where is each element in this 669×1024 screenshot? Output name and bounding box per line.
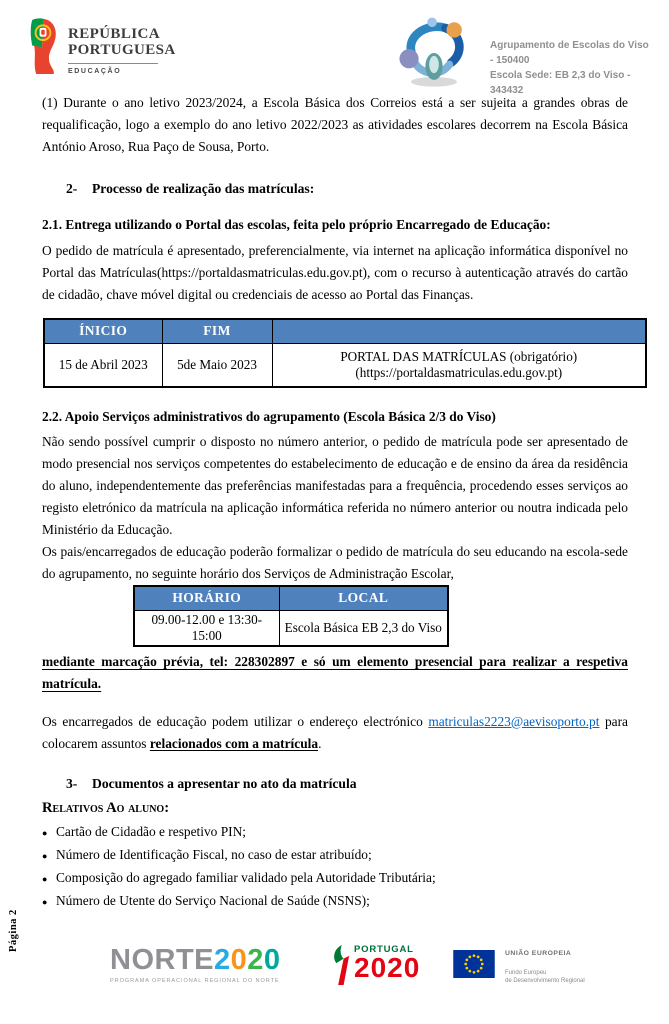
gov-divider (68, 63, 158, 64)
blank-header (272, 319, 646, 343)
republica-portuguesa-logo (28, 18, 176, 75)
email-paragraph-before: Os encarregados de educação podem utilizar o endereço electrónico (42, 713, 429, 729)
fim-header: FIM (162, 319, 272, 343)
section-2-1-heading: 2.1. Entrega utilizando o Portal das escolas, feita pelo próprio Encarregado de Educação: (42, 217, 551, 232)
bullet-icon: ● (42, 850, 48, 861)
email-paragraph-after: . (318, 735, 322, 751)
local-value: Escola Básica EB 2,3 do Viso (279, 610, 448, 646)
horario-value: 09.00-12.00 e 13:30-15:00 (134, 610, 279, 646)
school-name-code: Agrupamento de Escolas do Viso - 150400 (490, 40, 649, 66)
horario-header: HORÁRIO (134, 586, 279, 610)
portal-url: (https://portaldasmatriculas.edu.gov.pt) (355, 364, 563, 380)
student-documents-list (42, 821, 628, 913)
bullet-icon: ● (42, 896, 48, 907)
norte-logo-name: NORTE (110, 944, 214, 976)
bullet-icon: ● (42, 873, 48, 884)
school-logo-icon (386, 14, 482, 92)
section-3-title: Documentos a apresentar no ato da matrícula (92, 775, 357, 791)
section-2-2-heading: 2.2. Apoio Serviços administrativos do agrupamento (Escola Básica 2/3 do Viso) (42, 409, 496, 424)
list-item (42, 867, 628, 890)
portugal-logo-year: 2020 (354, 952, 421, 983)
table-header-row (134, 586, 448, 610)
portal-name: PORTAL DAS MATRÍCULAS (obrigatório) (340, 348, 578, 364)
inicio-value: 15 de Abril 2023 (44, 343, 162, 387)
inicio-header: ÍNICIO (44, 319, 162, 343)
portugal-2020-logo (330, 944, 420, 986)
email-paragraph-middle: para colocarem assuntos (42, 713, 628, 751)
section-3-number: 3- (66, 775, 78, 791)
page-header (28, 16, 653, 96)
enrollment-period-table (43, 318, 647, 388)
email-paragraph (42, 711, 628, 755)
gov-name-line1: REPÚBLICA (68, 26, 160, 42)
fim-value: 5de Maio 2023 (162, 343, 272, 387)
section-3-heading (42, 773, 645, 795)
section-2-2-paragraph-1: Não sendo possível cumprir o disposto no número anterior, o pedido de matrícula pode ser apresentado de modo presencial nos serviços competentes do estabelecimento de educação e de ensino da área da residência do aluno, independentemente das preferências manifestadas para a frequência, procedendo esses serviços ao registo eletrónico da matrícula na aplicação informática referida no número anterior ou noutra indicada pelo Ministério da Educação. (42, 434, 628, 537)
school-seat-code: Escola Sede: EB 2,3 do Viso - 343432 (490, 70, 631, 96)
email-link[interactable]: matriculas2223@aevisoporto.pt (428, 713, 600, 729)
uniao-europeia-logo (453, 950, 585, 985)
eu-fund-line1: Fundo Europeu (505, 970, 547, 976)
bullet-icon: ● (42, 827, 48, 838)
list-item-text: Cartão de Cidadão e respetivo PIN; (56, 823, 247, 839)
section-2-heading (42, 178, 645, 200)
section-2-title: Processo de realização das matrículas: (92, 181, 315, 196)
email-paragraph-emphasis: relacionados com a matrícula (149, 735, 319, 751)
eu-flag-icon (453, 950, 495, 978)
table-row (134, 610, 448, 646)
document-body (42, 90, 645, 913)
portal-value (272, 343, 646, 387)
norte-2020-logo: NORTE2020 PROGRAMA OPERACIONAL REGIONAL DO NORTE (110, 944, 281, 984)
section-2-2-paragraph-2: Os pais/encarregados de educação poderão formalizar o pedido de matrícula do seu educando na escola-sede do agrupamento, no seguinte horário dos Serviços de Administração Escolar, (42, 544, 628, 581)
list-item-text: Número de Utente do Serviço Nacional de Saúde (NSNS); (56, 892, 370, 908)
gov-name-line2: PORTUGUESA (68, 42, 176, 58)
list-item (42, 821, 628, 844)
norte-logo-subtitle: PROGRAMA OPERACIONAL REGIONAL DO NORTE (110, 978, 280, 984)
gov-department: EDUCAÇÃO (68, 68, 122, 75)
school-identification (490, 38, 653, 98)
note-paragraph: (1) Durante o ano letivo 2023/2024, a Escola Básica dos Correios está a ser sujeita a grandes obras de requalificação, logo a exemplo do ano letivo 2022/2023 as atividades escolares decorrem na Escola Básica António Aroso, Rua Paço de Sousa, Porto. (42, 95, 628, 154)
table-row (44, 343, 646, 387)
portugal-logo-name: PORTUGAL (354, 944, 414, 955)
list-item (42, 890, 628, 913)
appointment-notice: mediante marcação prévia, tel: 228302897 e só um elemento presencial para realizar a respetiva matrícula. (42, 653, 628, 691)
list-item-text: Composição do agregado familiar validado pela Autoridade Tributária; (56, 869, 436, 885)
section-2-number: 2- (66, 181, 78, 196)
list-item (42, 844, 628, 867)
table-header-row (44, 319, 646, 343)
section-2-1-paragraph: O pedido de matrícula é apresentado, preferencialmente, via internet na aplicação informática disponível no Portal das Matrículas(https://portaldasmatriculas.edu.gov.pt), com o recurso à autenticação através do cartão de cidadão, chave móvel digital ou credenciais de acesso ao Portal das Finanças. (42, 243, 628, 302)
relativos-ao-aluno-label: Relativos Ao aluno: (42, 799, 170, 816)
page-number: Página 2 (8, 909, 19, 952)
portuguese-flag-emblem-icon (28, 18, 58, 75)
portugal-2020-ribbon-icon (330, 944, 350, 986)
local-header: LOCAL (279, 586, 448, 610)
eu-fund-line2: de Desenvolvimento Regional (505, 978, 585, 984)
eu-logo-name: UNIÃO EUROPEIA (505, 950, 572, 957)
funding-logos-footer (0, 942, 669, 1002)
office-hours-table (133, 585, 449, 647)
list-item-text: Número de Identificação Fiscal, no caso de estar atribuído; (56, 846, 372, 862)
